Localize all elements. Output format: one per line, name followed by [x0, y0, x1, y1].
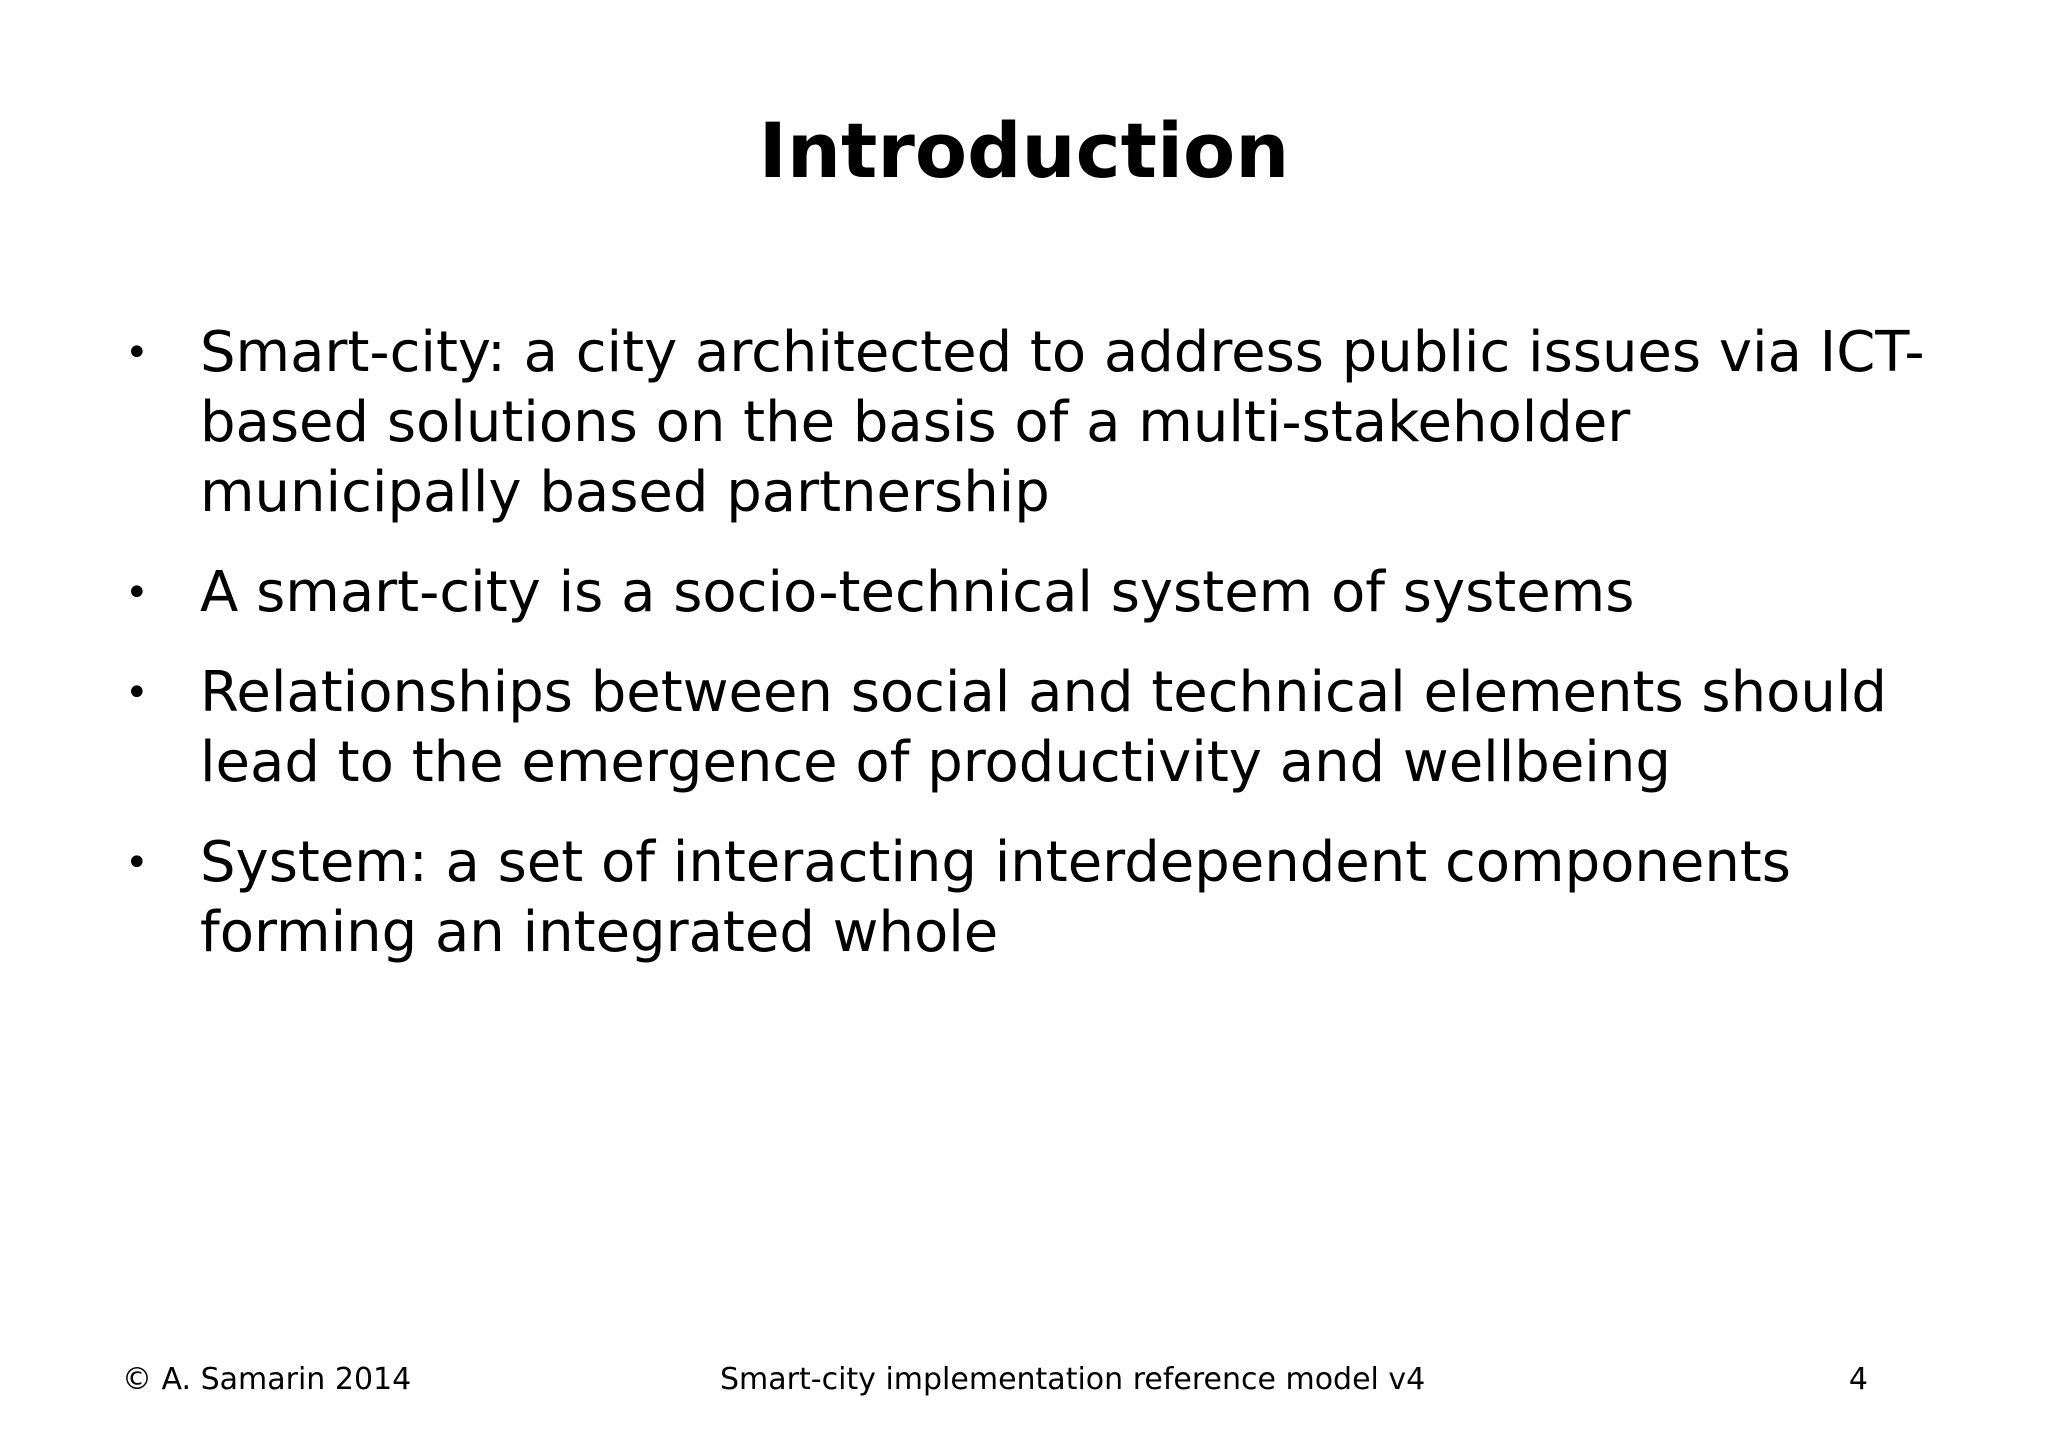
bullet-icon: •	[125, 670, 149, 716]
bullet-icon: •	[125, 570, 149, 616]
bullet-text: Relationships between social and technical elements should lead to the emergence of productivity and wellbeing	[200, 660, 1887, 795]
footer-deck-title: Smart-city implementation reference model v4	[720, 1362, 1426, 1397]
bullet-item	[120, 828, 1960, 968]
bullet-text: Smart-city: a city architected to address public issues via ICT-based solutions on the basis of a multi-stakeholder municipally based partnership	[200, 320, 1925, 525]
slide-footer	[0, 1360, 2048, 1400]
bullet-text: System: a set of interacting interdependent components forming an integrated whole	[200, 830, 1791, 965]
footer-page-number: 4	[1848, 1362, 1868, 1397]
bullet-list	[120, 318, 1960, 998]
slide-title: Introduction	[758, 106, 1290, 195]
bullet-icon: •	[125, 840, 149, 886]
bullet-icon: •	[125, 330, 149, 376]
bullet-item	[120, 658, 1960, 798]
bullet-item	[120, 318, 1960, 528]
bullet-item	[120, 558, 1960, 628]
footer-copyright: © A. Samarin 2014	[122, 1362, 412, 1397]
bullet-text: A smart-city is a socio-technical system of systems	[200, 560, 1635, 625]
